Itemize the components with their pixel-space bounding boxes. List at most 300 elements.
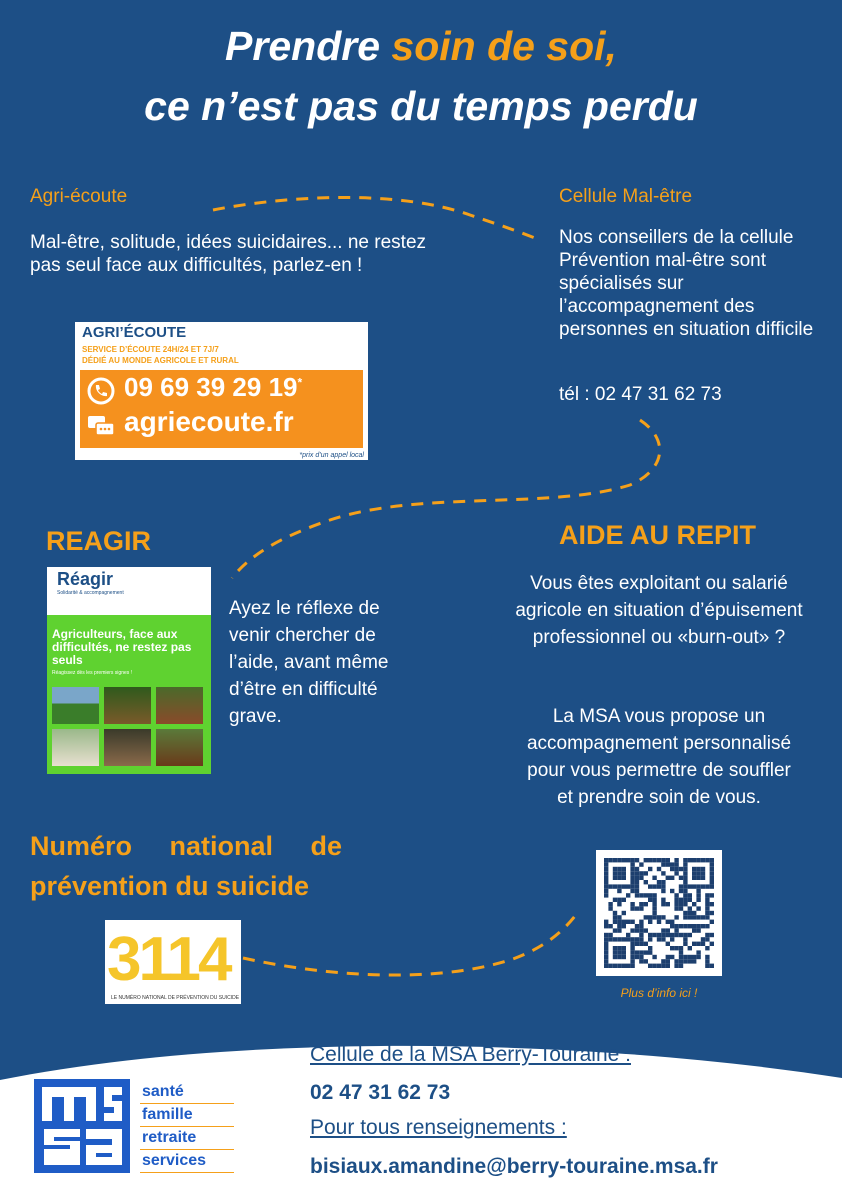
- qr-module: [705, 884, 709, 888]
- qr-module: [652, 955, 656, 959]
- qr-module: [604, 920, 608, 924]
- qr-module: [622, 924, 626, 928]
- qr-module: [688, 933, 692, 937]
- qr-module: [674, 867, 678, 871]
- qr-module: [635, 884, 639, 888]
- qr-module: [696, 950, 700, 954]
- qr-module: [705, 906, 709, 910]
- qr-module: [604, 858, 608, 862]
- qr-module: [710, 862, 714, 866]
- qr-module: [630, 876, 634, 880]
- qr-module: [701, 858, 705, 862]
- qr-module: [679, 950, 683, 954]
- qr-module: [701, 876, 705, 880]
- qr-module: [710, 867, 714, 871]
- qr-module: [696, 876, 700, 880]
- qr-module: [666, 959, 670, 963]
- footer-info-link[interactable]: Pour tous renseignements :: [310, 1116, 567, 1139]
- qr-module: [710, 871, 714, 875]
- qr-module: [630, 928, 634, 932]
- qr-module: [617, 920, 621, 924]
- qr-module: [626, 858, 630, 862]
- qr-module: [710, 884, 714, 888]
- qr-module: [608, 884, 612, 888]
- agri-card-sub: [82, 344, 239, 366]
- qr-module: [644, 928, 648, 932]
- qr-module: [705, 955, 709, 959]
- qr-module: [630, 906, 634, 910]
- qr-module: [679, 889, 683, 893]
- qr-module: [692, 911, 696, 915]
- qr-module: [705, 933, 709, 937]
- qr-module: [604, 959, 608, 963]
- agri-card-sub1: SERVICE D’ÉCOUTE 24H/24 ET 7J/7: [82, 345, 219, 354]
- cellule-tel: tél : 02 47 31 62 73: [559, 384, 722, 405]
- footer-phone: 02 47 31 62 73: [310, 1081, 451, 1104]
- qr-module: [622, 858, 626, 862]
- qr-module: [679, 884, 683, 888]
- qr-module: [613, 928, 617, 932]
- msa-word-famille: famille: [140, 1104, 234, 1127]
- qr-module: [666, 858, 670, 862]
- qr-module: [622, 937, 626, 941]
- qr-module: [670, 867, 674, 871]
- qr-module: [692, 924, 696, 928]
- qr-module: [679, 959, 683, 963]
- qr-module: [652, 898, 656, 902]
- qr-module: [710, 902, 714, 906]
- qr-module: [648, 893, 652, 897]
- qr-module: [661, 898, 665, 902]
- footer-cellule-link[interactable]: Cellule de la MSA Berry-Touraine :: [310, 1043, 631, 1066]
- photo-tractor: [52, 687, 99, 724]
- qr-module: [705, 911, 709, 915]
- qr-module: [635, 937, 639, 941]
- qr-module: [657, 937, 661, 941]
- qr-code-graphic: [596, 850, 722, 976]
- national-title: Numéro national de prévention du suicide: [30, 831, 342, 901]
- qr-module: [688, 959, 692, 963]
- qr-module: [622, 964, 626, 968]
- qr-module: [635, 906, 639, 910]
- qr-module: [701, 867, 705, 871]
- agri-card-phone: [124, 372, 302, 403]
- qr-module: [683, 889, 687, 893]
- qr-module: [604, 862, 608, 866]
- qr-module: [630, 871, 634, 875]
- qr-module: [617, 928, 621, 932]
- qr-module: [661, 858, 665, 862]
- agri-phone-star: *: [297, 375, 303, 390]
- qr-module: [701, 884, 705, 888]
- qr-module: [652, 902, 656, 906]
- qr-module: [696, 867, 700, 871]
- qr-module: [661, 902, 665, 906]
- qr-module: [617, 889, 621, 893]
- qr-module: [688, 898, 692, 902]
- qr-module: [674, 915, 678, 919]
- qr-module: [613, 858, 617, 862]
- qr-module: [613, 898, 617, 902]
- qr-module: [639, 955, 643, 959]
- qr-module: [630, 950, 634, 954]
- qr-module: [613, 867, 617, 871]
- qr-module: [630, 955, 634, 959]
- agriecoute-card: [75, 322, 368, 460]
- agri-phone-number: 09 69 39 29 19: [124, 372, 298, 402]
- qr-module: [630, 959, 634, 963]
- qr-module: [692, 955, 696, 959]
- qr-module: [670, 876, 674, 880]
- qr-module: [701, 924, 705, 928]
- qr-module: [635, 889, 639, 893]
- qr-module: [622, 946, 626, 950]
- qr-module: [696, 955, 700, 959]
- qr-module: [674, 928, 678, 932]
- qr-module: [688, 911, 692, 915]
- qr-module: [635, 858, 639, 862]
- qr-module: [622, 884, 626, 888]
- qr-module: [630, 858, 634, 862]
- headline-line1: Prendre: [225, 23, 392, 69]
- qr-module: [674, 924, 678, 928]
- qr-module: [635, 942, 639, 946]
- qr-module: [652, 933, 656, 937]
- qr-module: [705, 964, 709, 968]
- qr-module: [674, 893, 678, 897]
- qr-module: [666, 876, 670, 880]
- qr-module: [644, 902, 648, 906]
- repit-text2: La MSA vous propose un accompagnement personnalisé pour vous permettre de souffler et prendre soin de vous.: [526, 706, 792, 808]
- qr-module: [604, 933, 608, 937]
- qr-module: [670, 924, 674, 928]
- qr-module: [705, 915, 709, 919]
- qr-module: [630, 920, 634, 924]
- qr-module: [696, 871, 700, 875]
- qr-module: [635, 955, 639, 959]
- photo-cows: [156, 729, 203, 766]
- qr-module: [626, 893, 630, 897]
- qr-module: [705, 898, 709, 902]
- qr-module: [683, 893, 687, 897]
- qr-module: [639, 893, 643, 897]
- qr-module: [692, 959, 696, 963]
- qr-module: [670, 937, 674, 941]
- qr-module: [617, 884, 621, 888]
- qr-module: [683, 871, 687, 875]
- qr-module: [661, 862, 665, 866]
- qr-module: [635, 950, 639, 954]
- qr-module: [639, 942, 643, 946]
- qr-module: [604, 924, 608, 928]
- qr-module: [679, 955, 683, 959]
- msa-word-retraite: retraite: [140, 1127, 234, 1150]
- headline: [0, 16, 842, 136]
- qr-module: [644, 858, 648, 862]
- qr-module: [630, 862, 634, 866]
- qr-module: [705, 902, 709, 906]
- qr-module: [683, 880, 687, 884]
- qr-module: [679, 902, 683, 906]
- msa-word-services: services: [140, 1150, 234, 1173]
- qr-module: [701, 915, 705, 919]
- qr-module: [657, 964, 661, 968]
- qr-module: [617, 871, 621, 875]
- reagir-card-green-panel: [47, 615, 211, 774]
- qr-module: [670, 933, 674, 937]
- footer-email[interactable]: bisiaux.amandine@berry-touraine.msa.fr: [310, 1155, 718, 1178]
- qr-module: [644, 950, 648, 954]
- qr-module: [630, 902, 634, 906]
- cellule-text: Nos conseillers de la cellule Prévention mal-être sont spécialisés sur l’accompagnement des personnes en situation difficile: [559, 227, 814, 340]
- qr-module: [617, 858, 621, 862]
- qr-module: [652, 964, 656, 968]
- qr-module: [683, 915, 687, 919]
- msa-logo-graphic: [34, 1079, 130, 1173]
- qr-module: [688, 893, 692, 897]
- qr-module: [639, 937, 643, 941]
- qr-module: [639, 959, 643, 963]
- qr-module: [696, 898, 700, 902]
- qr-module: [652, 858, 656, 862]
- qr-module: [613, 937, 617, 941]
- qr-module: [617, 867, 621, 871]
- qr-module: [670, 862, 674, 866]
- qr-module: [626, 964, 630, 968]
- qr-module: [622, 920, 626, 924]
- qr-module: [683, 937, 687, 941]
- qr-module: [701, 937, 705, 941]
- repit-text1: Vous êtes exploitant ou salarié agricole en situation d’épuisement professionnel ou «burn-out» ?: [515, 573, 803, 648]
- qr-module: [608, 906, 612, 910]
- qr-module: [696, 928, 700, 932]
- qr-module: [613, 876, 617, 880]
- qr-module: [630, 937, 634, 941]
- qr-module: [674, 906, 678, 910]
- qr-module: [644, 893, 648, 897]
- qr-module: [613, 964, 617, 968]
- qr-module: [635, 880, 639, 884]
- msa-logo: [34, 1079, 130, 1173]
- qr-module: [657, 915, 661, 919]
- headline-accent: soin de soi,: [391, 23, 617, 69]
- photo-person: [104, 729, 151, 766]
- qr-module: [679, 867, 683, 871]
- qr-module: [639, 876, 643, 880]
- agri-card-site[interactable]: agriecoute.fr: [124, 406, 294, 437]
- qr-module: [674, 898, 678, 902]
- qr-module: [626, 933, 630, 937]
- logo-3114: [105, 920, 241, 1004]
- reagir-card: [47, 567, 211, 774]
- qr-module: [622, 950, 626, 954]
- qr-module: [679, 964, 683, 968]
- headline-line2: ce n’est pas du temps perdu: [144, 83, 698, 129]
- qr-module: [679, 933, 683, 937]
- qr-module: [674, 946, 678, 950]
- qr-module: [617, 924, 621, 928]
- qr-module: [648, 898, 652, 902]
- qr-module: [617, 955, 621, 959]
- qr-module: [674, 862, 678, 866]
- qr-module: [617, 902, 621, 906]
- qr-module: [661, 959, 665, 963]
- qr-module: [613, 955, 617, 959]
- qr-module: [630, 889, 634, 893]
- logo-3114-sub: LE NUMÉRO NATIONAL DE PRÉVENTION DU SUICIDE: [111, 995, 240, 1001]
- qr-module: [710, 911, 714, 915]
- qr-module: [705, 959, 709, 963]
- qr-module: [639, 862, 643, 866]
- qr-module: [622, 955, 626, 959]
- qr-module: [701, 942, 705, 946]
- qr-module: [710, 876, 714, 880]
- qr-module: [626, 937, 630, 941]
- phone-icon: [86, 376, 116, 406]
- qr-module: [705, 946, 709, 950]
- qr-module: [666, 942, 670, 946]
- qr-module: [613, 920, 617, 924]
- qr-module: [648, 915, 652, 919]
- agri-card-title: AGRI’ÉCOUTE: [82, 324, 187, 341]
- qr-caption: Plus d’info ici !: [620, 986, 698, 1000]
- qr-module: [648, 867, 652, 871]
- qr-module: [622, 876, 626, 880]
- qr-module: [683, 955, 687, 959]
- qr-module: [652, 906, 656, 910]
- qr-module: [661, 937, 665, 941]
- qr-module: [617, 950, 621, 954]
- qr-module: [683, 924, 687, 928]
- qr-module: [613, 915, 617, 919]
- qr-module: [604, 876, 608, 880]
- qr-module: [692, 915, 696, 919]
- qr-module: [692, 942, 696, 946]
- msa-word-sante: santé: [140, 1081, 234, 1104]
- qr-module: [622, 871, 626, 875]
- agri-label: Agri-écoute: [30, 186, 128, 207]
- qr-module: [661, 933, 665, 937]
- qr-module: [635, 893, 639, 897]
- qr-module: [622, 911, 626, 915]
- qr-module: [652, 911, 656, 915]
- qr-module: [696, 893, 700, 897]
- qr-module: [661, 889, 665, 893]
- qr-module: [692, 858, 696, 862]
- qr-module: [679, 906, 683, 910]
- qr-module: [617, 946, 621, 950]
- qr-module: [683, 902, 687, 906]
- qr-module: [613, 911, 617, 915]
- photo-chickens: [156, 687, 203, 724]
- qr-module: [661, 871, 665, 875]
- qr-module: [604, 955, 608, 959]
- msa-words: [140, 1081, 234, 1173]
- qr-module: [670, 920, 674, 924]
- qr-module: [679, 946, 683, 950]
- photo-farmer: [104, 687, 151, 724]
- qr-module: [639, 902, 643, 906]
- reagir-title: REAGIR: [46, 526, 152, 556]
- qr-module: [674, 964, 678, 968]
- qr-module: [683, 858, 687, 862]
- qr-module: [617, 964, 621, 968]
- qr-module: [688, 946, 692, 950]
- qr-module: [692, 902, 696, 906]
- qr-module: [639, 906, 643, 910]
- qr-module: [692, 871, 696, 875]
- qr-module: [683, 942, 687, 946]
- qr-module: [679, 924, 683, 928]
- qr-module: [644, 915, 648, 919]
- qr-module: [648, 884, 652, 888]
- qr-module: [674, 902, 678, 906]
- qr-module: [652, 915, 656, 919]
- qr-module: [661, 880, 665, 884]
- qr-module: [683, 911, 687, 915]
- qr-module: [635, 928, 639, 932]
- qr-module: [666, 920, 670, 924]
- qr-module: [648, 858, 652, 862]
- agri-card-contact-box: [80, 370, 363, 448]
- agri-text: Mal-être, solitude, idées suicidaires... ne restez pas seul face aux difficultés, parlez-en !: [30, 232, 427, 276]
- qr-module: [639, 928, 643, 932]
- qr-module: [688, 906, 692, 910]
- cellule-label: Cellule Mal-être: [559, 186, 693, 207]
- qr-module: [705, 924, 709, 928]
- qr-module: [613, 884, 617, 888]
- qr-module: [688, 858, 692, 862]
- qr-module: [613, 871, 617, 875]
- qr-module: [630, 946, 634, 950]
- qr-module: [688, 955, 692, 959]
- qr-module: [657, 884, 661, 888]
- qr-module: [696, 924, 700, 928]
- qr-module: [710, 964, 714, 968]
- qr-module: [608, 933, 612, 937]
- qr-module: [670, 955, 674, 959]
- qr-module: [710, 893, 714, 897]
- qr-module: [661, 884, 665, 888]
- qr-module: [626, 884, 630, 888]
- qr-module: [617, 915, 621, 919]
- qr-module: [630, 884, 634, 888]
- qr-module: [652, 876, 656, 880]
- qr-module: [670, 946, 674, 950]
- logo-3114-number: 3114: [107, 925, 230, 994]
- qr-module: [657, 880, 661, 884]
- qr-module: [644, 942, 648, 946]
- reagir-card-sub: Réagissez dès les premiers signes !: [52, 670, 133, 676]
- qr-module: [666, 928, 670, 932]
- qr-module: [639, 924, 643, 928]
- qr-module: [644, 959, 648, 963]
- qr-module: [679, 876, 683, 880]
- qr-module: [639, 933, 643, 937]
- reagir-text: Ayez le réflexe de venir chercher de l’aide, avant même d’être en difficulté grave.: [229, 598, 389, 727]
- qr-module: [688, 884, 692, 888]
- qr-module: [635, 876, 639, 880]
- qr-module: [674, 858, 678, 862]
- qr-module: [652, 893, 656, 897]
- qr-module: [696, 884, 700, 888]
- qr-module: [696, 858, 700, 862]
- qr-module: [666, 964, 670, 968]
- qr-module: [604, 880, 608, 884]
- qr-module: [710, 880, 714, 884]
- qr-module: [696, 915, 700, 919]
- qr-code[interactable]: [596, 850, 722, 976]
